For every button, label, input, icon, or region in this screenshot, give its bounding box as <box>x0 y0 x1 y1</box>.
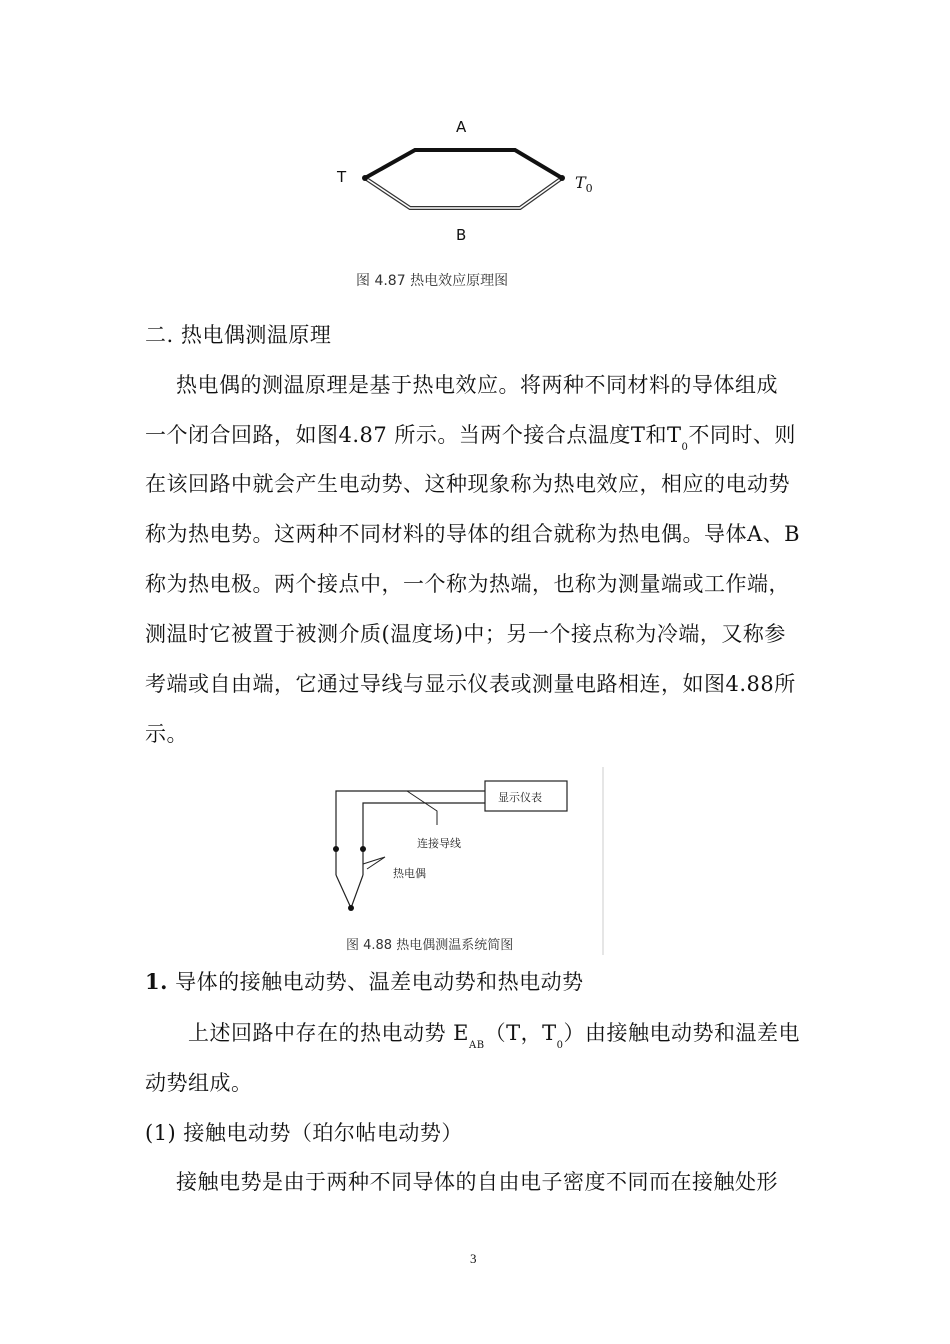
section-heading: 二. 热电偶测温原理 <box>145 323 332 347</box>
para2-sub-0: 0 <box>556 1040 564 1051</box>
thermocouple-pointer <box>363 857 385 869</box>
para2-line2: 动势组成。 <box>145 1071 253 1095</box>
subsection1-heading <box>145 970 584 994</box>
figure-4-88-caption: 图 4.88 热电偶测温系统简图 <box>346 938 514 953</box>
figure-4-87 <box>330 110 620 295</box>
figure-4-87-caption: 图 4.87 热电效应原理图 <box>356 273 509 289</box>
para1-line6: 测温时它被置于被测介质(温度场)中；另一个接点称为冷端，又称参 <box>145 622 786 646</box>
para2-sub-AB: AB <box>469 1040 485 1051</box>
label-T0-main: T <box>575 173 586 192</box>
thermocouple-label: 热电偶 <box>393 867 426 880</box>
conductor-A <box>365 150 562 178</box>
display-box-label: 显示仪表 <box>498 791 542 804</box>
label-T0 <box>575 173 593 195</box>
subsection1-title: 导体的接触电动势、温差电动势和热电动势 <box>175 970 584 994</box>
wire-pointer <box>407 791 437 825</box>
para1-line2b: 不同时、则 <box>688 423 796 447</box>
para1-line1: 热电偶的测温原理是基于热电效应。将两种不同材料的导体组成 <box>176 373 778 397</box>
conductor-B-inner <box>365 178 562 208</box>
para1-line2a: 一个闭合回路，如图4.87 所示。当两个接合点温度T和T <box>145 423 682 447</box>
junction-T0 <box>559 175 565 181</box>
para1-line7: 考端或自由端，它通过导线与显示仪表或测量电路相连，如图4.88所 <box>145 672 796 696</box>
para2-line1 <box>188 1021 800 1058</box>
label-T: T <box>337 168 347 186</box>
subsection2-heading: (1) 接触电动势（珀尔帖电动势） <box>145 1121 463 1145</box>
para1-line3: 在该回路中就会产生电动势、这种现象称为热电效应，相应的电动势 <box>145 472 790 496</box>
para1-line8: 示。 <box>145 722 188 746</box>
page-number: 3 <box>470 1251 477 1266</box>
node-hot <box>348 905 354 911</box>
para1-line2 <box>145 423 796 460</box>
node-left <box>333 846 339 852</box>
thermocouple-junction <box>336 875 363 908</box>
label-T0-sub: 0 <box>585 182 593 195</box>
para2-line1a: 上述回路中存在的热电动势 E <box>188 1021 470 1045</box>
junction-T <box>362 175 368 181</box>
para2-line1b: （T，T <box>484 1021 557 1045</box>
para1-line2-sub: 0 <box>681 442 689 453</box>
outer-wire <box>336 791 485 847</box>
para1-line5: 称为热电极。两个接点中，一个称为热端，也称为测量端或工作端， <box>145 572 790 596</box>
conductor-B-outer <box>365 178 562 208</box>
para2-line1c: ）由接触电动势和温差电 <box>563 1021 800 1045</box>
thermocouple-system-diagram <box>315 765 605 957</box>
figure-4-88 <box>315 765 605 957</box>
wire-label: 连接导线 <box>417 837 461 850</box>
label-A: A <box>456 118 467 136</box>
para3-line1: 接触电势是由于两种不同导体的自由电子密度不同而在接触处形 <box>176 1170 778 1194</box>
node-right <box>360 846 366 852</box>
subsection1-number: 1. <box>145 969 168 994</box>
para1-line4: 称为热电势。这两种不同材料的导体的组合就称为热电偶。导体A、B <box>145 522 801 546</box>
label-B: B <box>456 226 467 244</box>
